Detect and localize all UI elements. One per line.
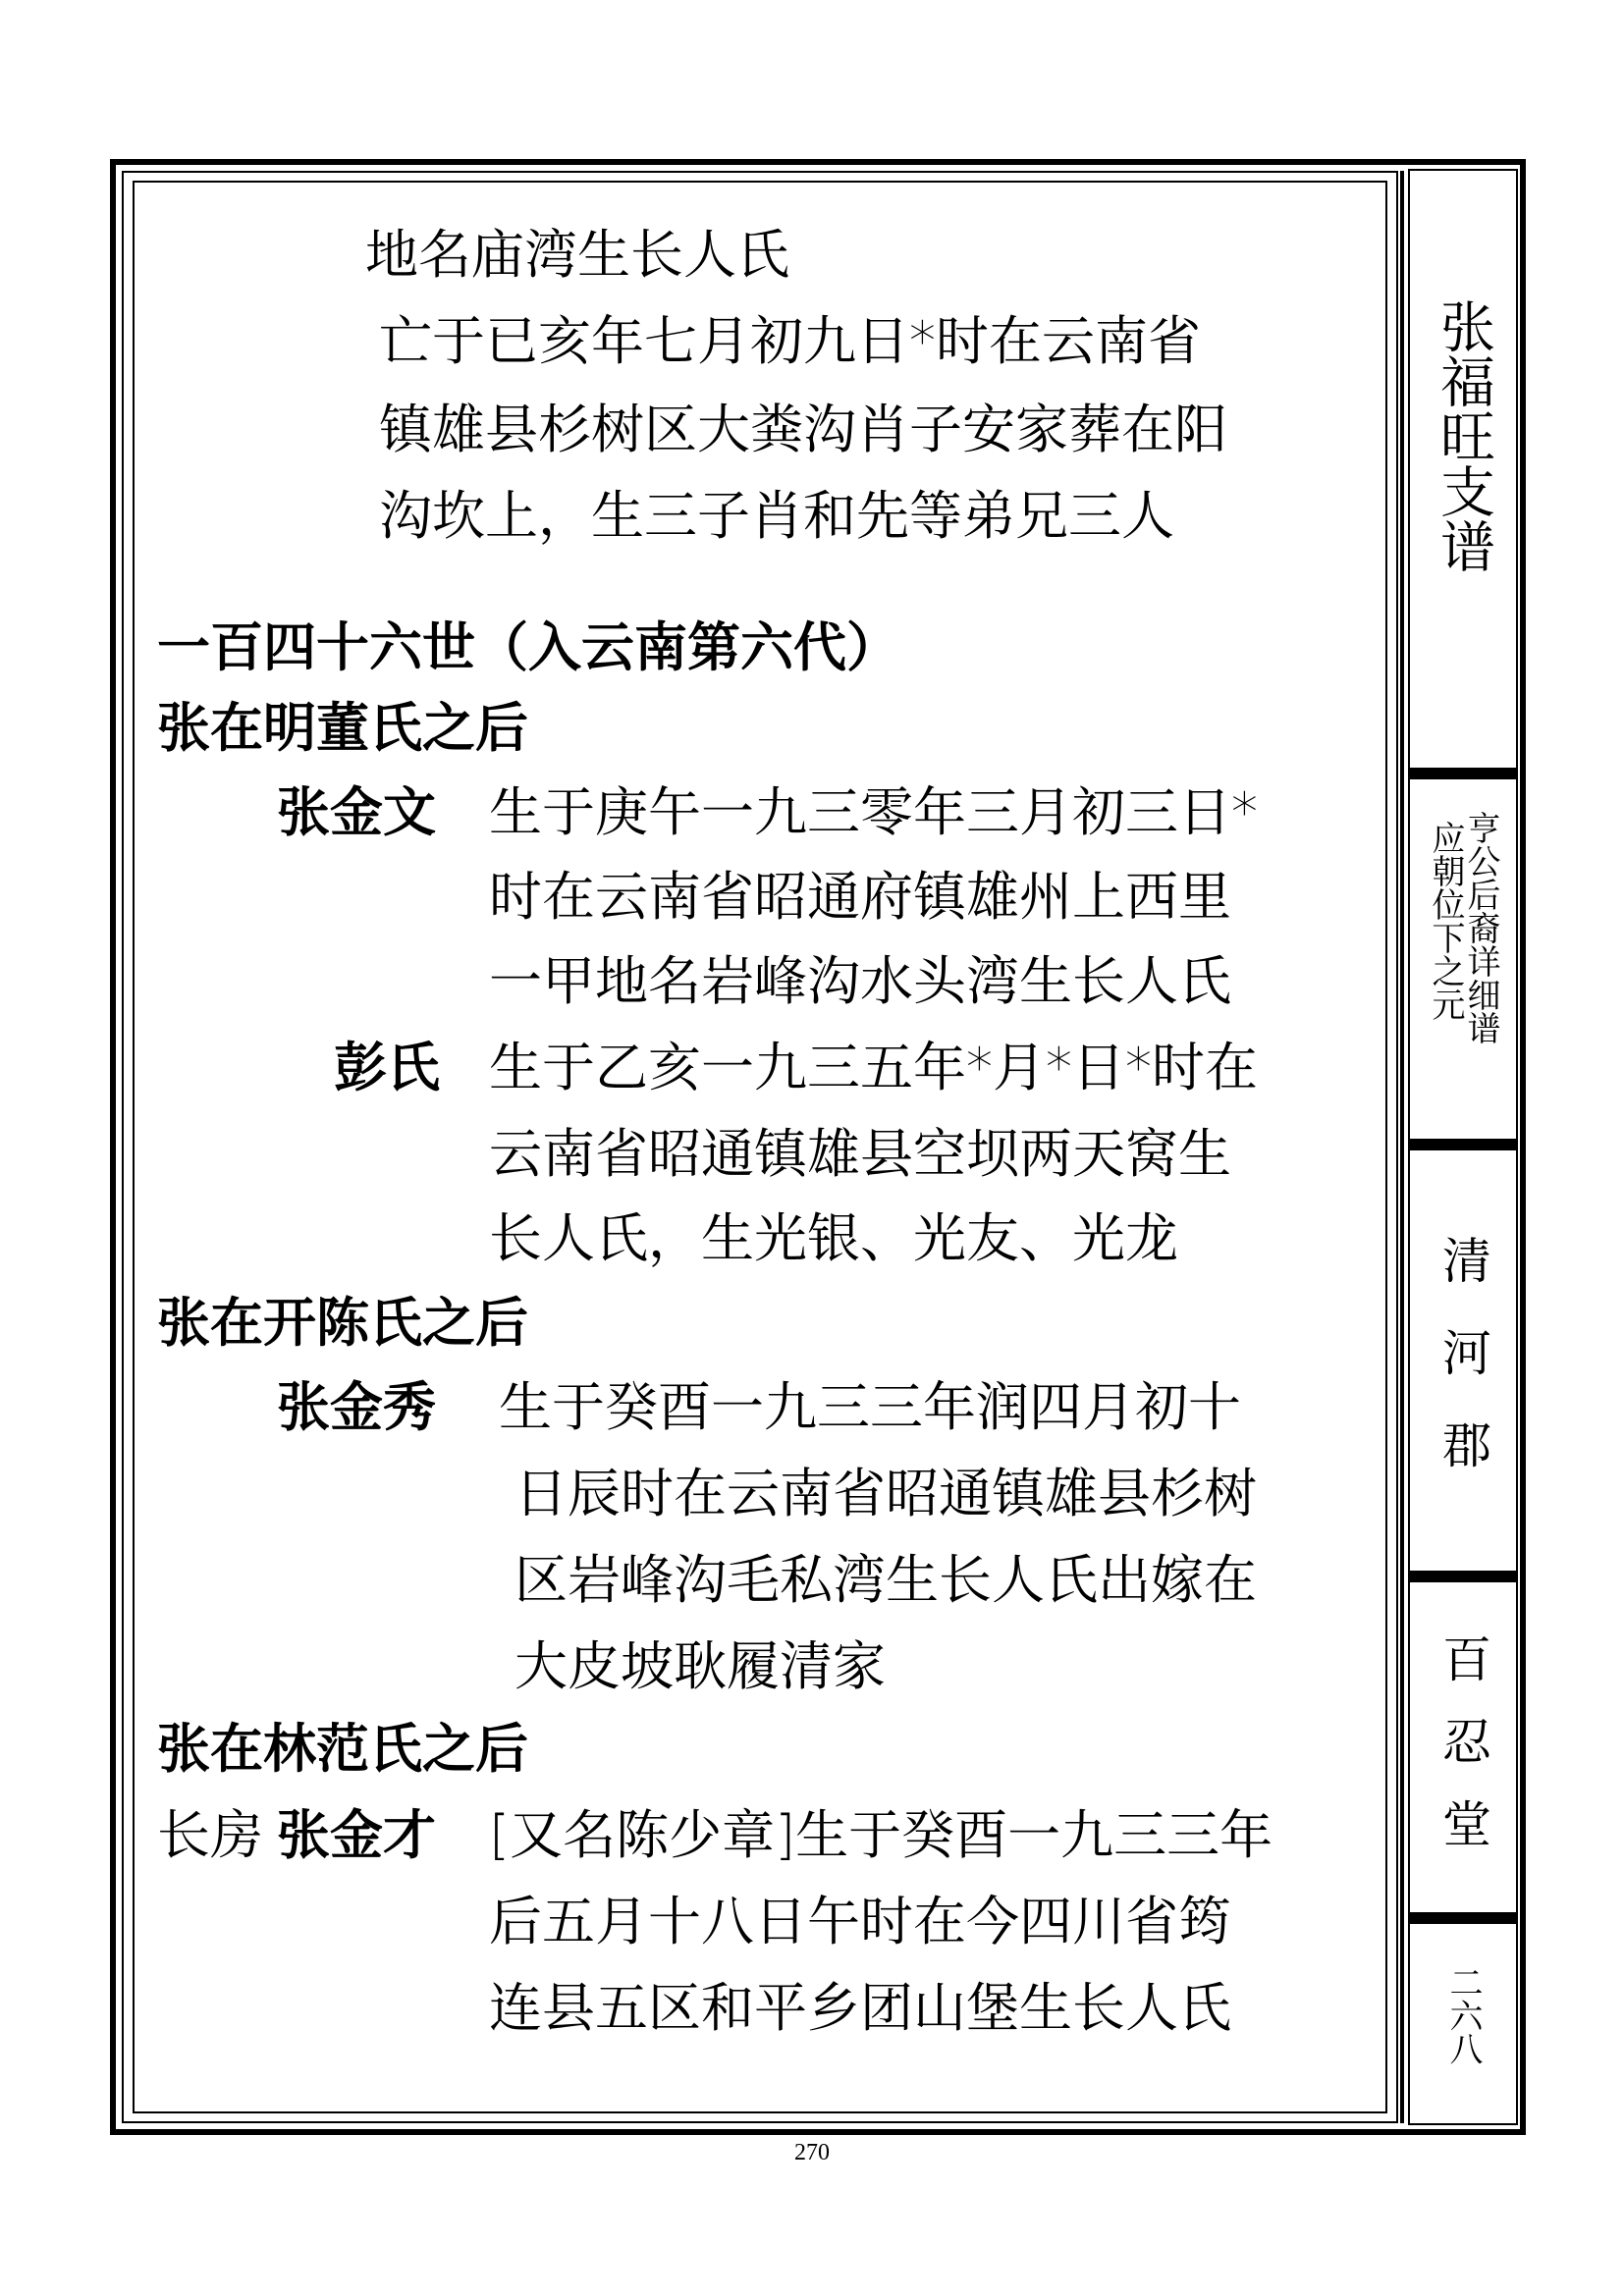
sidebar-place-box: [1408, 1148, 1518, 1573]
folio-number: 二六八: [1443, 1965, 1483, 2065]
subtitle-col1: 应朝位下之元: [1426, 821, 1465, 1021]
person-name: 张金文: [277, 781, 436, 843]
sidebar-folio-box: [1408, 1922, 1518, 2125]
text-line: 日辰时在云南省昭通镇雄县杉树: [514, 1463, 1257, 1524]
text-line: 沟坎上，生三子肖和先等弟兄三人: [379, 485, 1174, 547]
text-line: 镇雄县杉树区大粪沟肖子安家葬在阳: [379, 399, 1227, 460]
frame-divider: [1400, 171, 1404, 2123]
sidebar-divider: [1408, 1573, 1518, 1580]
family-heading: 张在开陈氏之后: [157, 1292, 528, 1354]
sidebar-divider: [1408, 1141, 1518, 1148]
sidebar-divider: [1408, 770, 1518, 777]
generation-heading: 一百四十六世（入云南第六代）: [157, 616, 899, 678]
text-line: [又名陈少章]生于癸酉一九三三年: [489, 1804, 1273, 1866]
text-line: 生于庚午一九三零年三月初三日*: [489, 781, 1258, 843]
text-line: 生于乙亥一九三五年*月*日*时在: [489, 1037, 1258, 1098]
family-heading: 张在林范氏之后: [157, 1718, 528, 1780]
page-number: 270: [794, 2140, 830, 2165]
text-line: 连县五区和平乡团山堡生长人氏: [489, 1977, 1231, 2039]
text-line: 云南省昭通镇雄县空坝两天窝生: [489, 1123, 1231, 1185]
person-name: 张金秀: [277, 1376, 436, 1438]
text-line: 一甲地名岩峰沟水头湾生长人氏: [489, 950, 1231, 1012]
place-name: 清河郡: [1435, 1235, 1491, 1512]
sidebar-subtitle-box: [1408, 777, 1518, 1141]
text-line: 地名庙湾生长人氏: [365, 224, 789, 286]
text-line: 时在云南省昭通府镇雄州上西里: [489, 866, 1231, 928]
text-line: 后五月十八日午时在今四川省筠: [489, 1891, 1231, 1952]
family-heading: 张在明董氏之后: [157, 697, 528, 759]
sidebar-title-box: [1408, 169, 1518, 770]
sidebar-divider: [1408, 1914, 1518, 1922]
hall-name: 百忍堂: [1435, 1633, 1491, 1881]
sidebar-hall-box: [1408, 1580, 1518, 1914]
person-name: 彭氏: [334, 1037, 440, 1098]
subtitle-col2: 亨公后裔详细谱: [1461, 811, 1500, 1044]
text-line: 长人氏，生光银、光友、光龙: [489, 1207, 1178, 1269]
branch-prefix: 长房: [157, 1804, 263, 1866]
text-line: 区岩峰沟毛私湾生长人氏出嫁在: [514, 1549, 1257, 1611]
text-line: 大皮坡耿履清家: [514, 1635, 886, 1697]
text-line: 生于癸酉一九三三年润四月初十: [499, 1376, 1241, 1438]
genealogy-title: 张福旺支谱: [1432, 298, 1495, 573]
text-line: 亡于已亥年七月初九日*时在云南省: [379, 310, 1201, 372]
person-name: 张金才: [277, 1804, 436, 1866]
